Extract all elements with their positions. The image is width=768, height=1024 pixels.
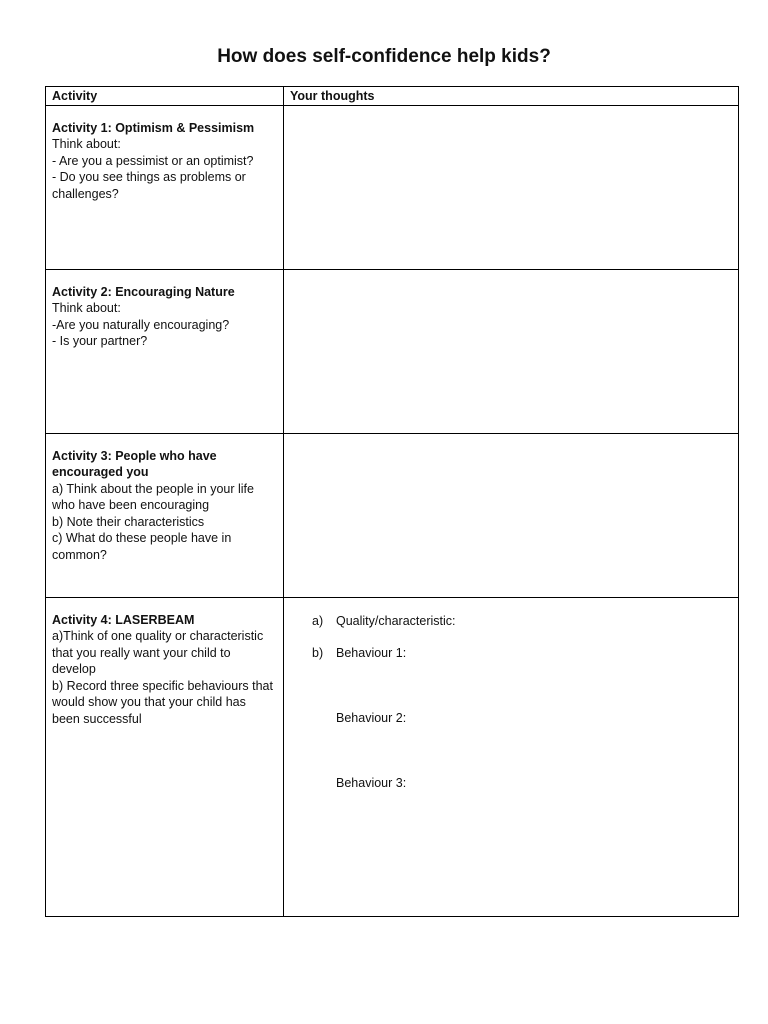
activity-title: Activity 4: LASERBEAM — [52, 612, 195, 627]
activity-line: -Are you naturally encouraging? — [52, 317, 230, 332]
activity-cell — [46, 433, 284, 597]
activity-cell — [46, 105, 284, 269]
quality-field[interactable] — [312, 613, 738, 630]
activity-line: - Is your partner? — [52, 334, 148, 348]
table-header-row — [46, 87, 739, 106]
worksheet-table — [45, 86, 739, 917]
table-row — [46, 597, 739, 916]
behaviour-3-field[interactable]: Behaviour 3: — [336, 776, 407, 790]
activity-title: Activity 3: People who have encouraged you — [52, 448, 217, 479]
answer-letter: a) — [312, 613, 324, 628]
activity-line: c) What do these people have in common? — [52, 531, 235, 562]
answer-label: Quality/characteristic: — [336, 613, 456, 628]
table-row — [46, 269, 739, 433]
table-row — [46, 433, 739, 597]
thoughts-cell[interactable] — [284, 433, 739, 597]
activity-line: b) Note their characteristics — [52, 514, 205, 529]
thoughts-cell[interactable] — [284, 105, 739, 269]
activity-cell — [46, 269, 284, 433]
thoughts-cell[interactable] — [284, 269, 739, 433]
thoughts-column-header: Your thoughts — [284, 87, 739, 106]
activity-cell — [46, 597, 284, 916]
activity-column-header: Activity — [46, 87, 284, 106]
behaviour-1-field[interactable] — [312, 645, 738, 662]
page-title: How does self-confidence help kids? — [217, 46, 551, 67]
activity-line: - Do you see things as problems or challenges? — [52, 170, 250, 201]
behaviour-2-field[interactable]: Behaviour 2: — [336, 710, 407, 725]
activity-line: a)Think of one quality or characteristic that you really want your child to develop — [52, 629, 267, 676]
activity-title: Activity 2: Encouraging Nature — [52, 284, 235, 299]
activity-line: Think about: — [52, 301, 121, 315]
thoughts-cell[interactable] — [284, 597, 739, 916]
activity-line: Think about: — [52, 137, 121, 151]
activity-line: - Are you a pessimist or an optimist? — [52, 153, 254, 168]
activity-line: a) Think about the people in your life who have been encouraging — [52, 481, 258, 512]
answer-letter: b) — [312, 646, 324, 660]
activity-title: Activity 1: Optimism & Pessimism — [52, 120, 255, 135]
answer-label: Behaviour 1: — [336, 646, 407, 660]
activity-line: b) Record three specific behaviours that would show you that your child has been successful — [52, 678, 277, 726]
table-row — [46, 105, 739, 269]
